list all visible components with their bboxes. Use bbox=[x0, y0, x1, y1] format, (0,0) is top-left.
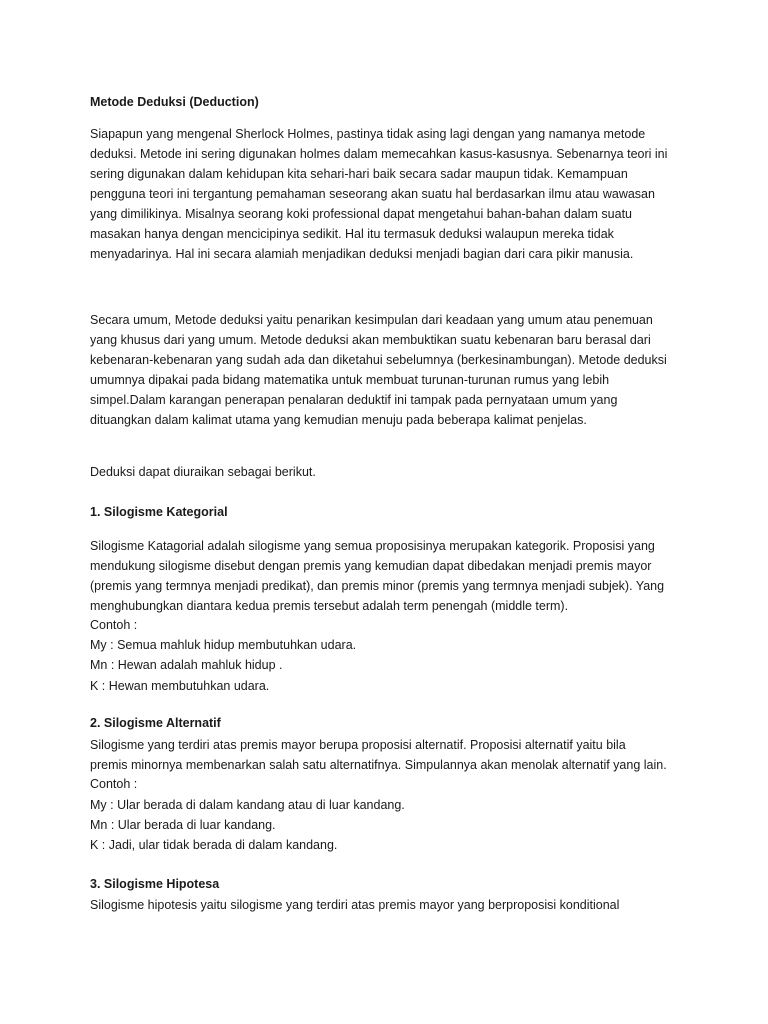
section-line: mendukung silogisme disebut dengan premis yang kemudian dapat dibedakan menjadi premis mayor bbox=[90, 559, 652, 573]
paragraph-line: Secara umum, Metode deduksi yaitu penarikan kesimpulan dari keadaan yang umum atau penemuan bbox=[90, 313, 653, 327]
paragraph-line: masakan hanya dengan mencicipinya sedikit. Hal itu termasuk deduksi walaupun mereka tidak bbox=[90, 227, 614, 241]
kesimpulan: K : Jadi, ular tidak berada di dalam kandang. bbox=[90, 838, 338, 852]
intro-sentence: Deduksi dapat diuraikan sebagai berikut. bbox=[90, 465, 316, 479]
section-line: premis minornya membenarkan salah satu alternatifnya. Simpulannya akan menolak alternatif yang lain. bbox=[90, 758, 667, 772]
document-title: Metode Deduksi (Deduction) bbox=[90, 95, 259, 109]
example-label: Contoh : bbox=[90, 777, 138, 791]
section-line: Silogisme yang terdiri atas premis mayor berupa proposisi alternatif. Proposisi alternatif yaitu bila bbox=[90, 738, 626, 752]
section-heading: 3. Silogisme Hipotesa bbox=[90, 877, 220, 891]
paragraph-line: deduksi. Metode ini sering digunakan holmes dalam memecahkan kasus-kasusnya. Sebenarnya teori ini bbox=[90, 147, 668, 161]
example-label: Contoh : bbox=[90, 618, 138, 632]
paragraph-line: menyadarinya. Hal ini secara alamiah menjadikan deduksi menjadi bagian dari cara pikir manusia. bbox=[90, 247, 634, 261]
section-heading: 2. Silogisme Alternatif bbox=[90, 716, 221, 730]
premis-mayor: My : Ular berada di dalam kandang atau di luar kandang. bbox=[90, 798, 405, 812]
paragraph-line: pengguna teori ini tergantung pemahaman seseorang akan suatu hal berdasarkan ilmu atau wawasan bbox=[90, 187, 655, 201]
paragraph-line: yang dimilikinya. Misalnya seorang koki professional dapat mengetahui bahan-bahan dalam suatu bbox=[90, 207, 632, 221]
section-line: menghubungkan diantara kedua premis tersebut adalah term penengah (middle term). bbox=[90, 599, 569, 613]
kesimpulan: K : Hewan membutuhkan udara. bbox=[90, 679, 270, 693]
section-heading: 1. Silogisme Kategorial bbox=[90, 505, 228, 519]
section-line: Silogisme hipotesis yaitu silogisme yang terdiri atas premis mayor yang berproposisi konditional bbox=[90, 898, 620, 912]
premis-minor: Mn : Hewan adalah mahluk hidup . bbox=[90, 658, 283, 672]
premis-mayor: My : Semua mahluk hidup membutuhkan udara. bbox=[90, 638, 357, 652]
paragraph-line: sering digunakan dalam kehidupan kita sehari-hari baik secara sadar maupun tidak. Kemampuan bbox=[90, 167, 628, 181]
section-line: (premis yang termnya menjadi predikat), dan premis minor (premis yang termnya menjadi subjek). Yang bbox=[90, 579, 665, 593]
paragraph-line: kebenaran-kebenaran yang sudah ada dan diketahui sebelumnya (berkesinambungan). Metode deduksi bbox=[90, 353, 667, 367]
paragraph-line: umumnya dipakai pada bidang matematika untuk membuat turunan-turunan rumus yang lebih bbox=[90, 373, 610, 387]
paragraph-line: simpel.Dalam karangan penerapan penalaran deduktif ini tampak pada pernyataan umum yang bbox=[90, 393, 618, 407]
premis-minor: Mn : Ular berada di luar kandang. bbox=[90, 818, 276, 832]
section-line: Silogisme Katagorial adalah silogisme yang semua proposisinya merupakan kategorik. Proposisi yang bbox=[90, 539, 655, 553]
paragraph-line: yang khusus dari yang umum. Metode deduksi akan membuktikan suatu kebenaran baru berasal dari bbox=[90, 333, 651, 347]
paragraph-line: dituangkan dalam kalimat utama yang kemudian menuju pada beberapa kalimat penjelas. bbox=[90, 413, 587, 427]
paragraph-line: Siapapun yang mengenal Sherlock Holmes, pastinya tidak asing lagi dengan yang namanya metode bbox=[90, 127, 646, 141]
